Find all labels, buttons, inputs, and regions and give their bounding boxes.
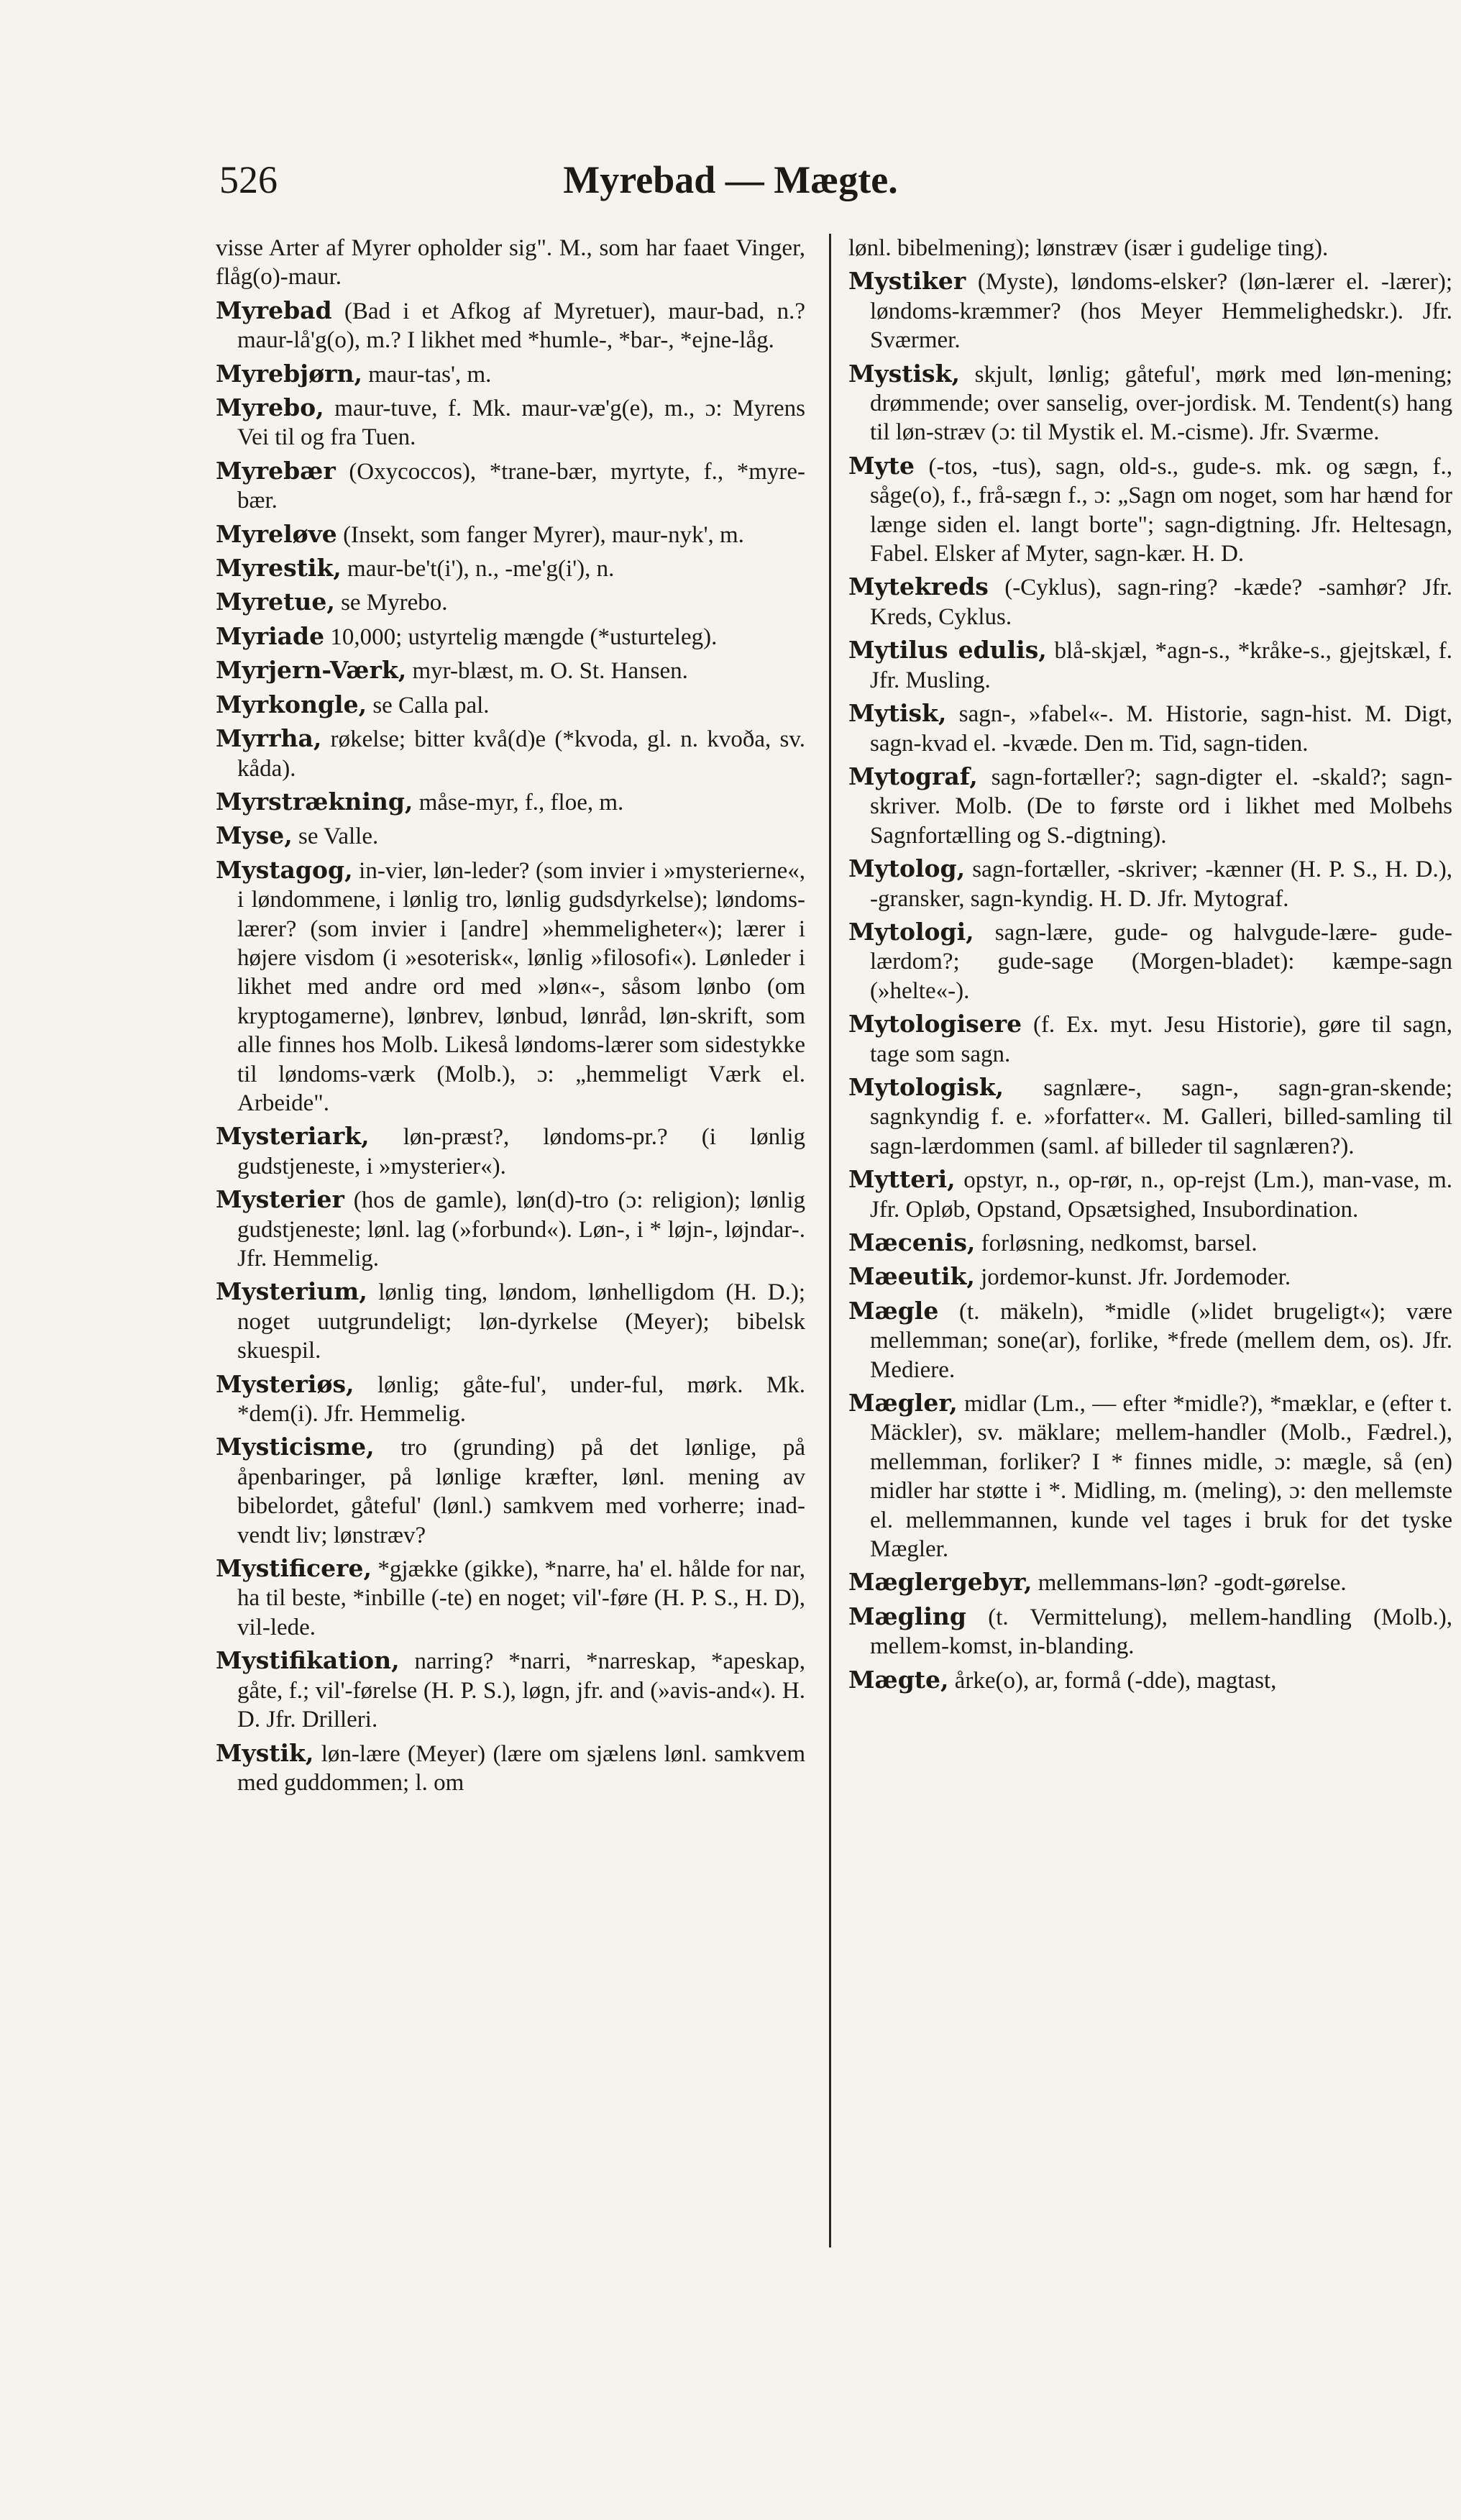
dictionary-entry xyxy=(216,821,805,851)
entry-headword: Mytologi, xyxy=(848,917,974,946)
entry-definition: lønl. bibelmening); lønstræv (især i gudelige ting). xyxy=(848,235,1329,261)
dictionary-entry xyxy=(848,1165,1452,1224)
entry-headword: Mystiker xyxy=(848,267,966,296)
entry-definition: (-Cyklus), sagn-ring? -kæde? -samhør? Jfr. Kreds, Cyklus. xyxy=(870,575,1452,630)
dictionary-entry xyxy=(216,234,805,292)
entry-definition: se Valle. xyxy=(298,823,379,850)
dictionary-entry xyxy=(216,360,805,389)
dictionary-entry xyxy=(216,1277,805,1365)
dictionary-entry xyxy=(216,656,805,685)
running-head: Myrebad — Mægte. xyxy=(563,158,898,201)
entry-headword: Mystifikation, xyxy=(216,1646,400,1675)
column-divider xyxy=(829,234,831,2247)
dictionary-entry xyxy=(848,1297,1452,1384)
entry-definition: løn-lære (Meyer) (lære om sjælens lønl. samkvem med guddommen; l. om xyxy=(237,1740,805,1796)
entry-definition: se Myrebo. xyxy=(341,590,448,616)
entry-headword: Mæcenis, xyxy=(848,1228,976,1256)
entry-headword: Mæeutik, xyxy=(848,1262,975,1291)
right-column xyxy=(848,234,1452,1699)
entry-headword: Myrebjørn, xyxy=(216,359,362,388)
entry-definition: (hos de gamle), løn(d)-tro (ɔ: religion); lønlig gudstjeneste; lønl. lag (»forbund«). Løn-, i * løjn-, løjndar-. Jfr. Hemmelig. xyxy=(237,1187,805,1272)
entry-headword: Myriade xyxy=(216,621,325,650)
entry-definition: sagn-lære, gude- og halvgude-lære- gude-lærdom?; gude-sage (Morgen-bladet): kæmpe-sagn (»helte«-). xyxy=(870,919,1452,1004)
dictionary-entry xyxy=(216,457,805,516)
entry-headword: Mytekreds xyxy=(848,572,989,601)
entry-headword: Mysteriark, xyxy=(216,1122,370,1151)
entry-definition: (Insekt, som fanger Myrer), maur-nyk', m. xyxy=(343,521,744,548)
dictionary-entry xyxy=(848,1389,1452,1563)
entry-definition: sagn-, »fabel«-. M. Historie, sagn-hist. M. Digt, sagn-kvad el. -kvæde. Den m. Tid, sagn-tiden. xyxy=(870,701,1452,757)
entry-headword: Mytolog, xyxy=(848,854,966,883)
entry-headword: Myrebær xyxy=(216,456,336,485)
entry-definition: (Bad i et Afkog af Myretuer), maur-bad, n.? maur-lå'g(o), m.? I likhet med *humle-, *bar-, *ejne-låg. xyxy=(237,298,806,354)
entry-headword: Mysticisme, xyxy=(216,1433,375,1461)
dictionary-entry xyxy=(216,856,805,1118)
entry-headword: Mytteri, xyxy=(848,1165,956,1194)
entry-definition: visse Arter af Myrer opholder sig". M., som har faaet Vinger, flåg(o)-maur. xyxy=(216,235,805,291)
dictionary-entry xyxy=(216,296,805,355)
entry-definition: 10,000; ustyrtelig mængde (*usturteleg). xyxy=(330,624,718,650)
entry-headword: Myrjern-Værk, xyxy=(216,656,407,685)
entry-headword: Mægte, xyxy=(848,1665,949,1694)
entry-definition: blå-skjæl, *agn-s., *kråke-s., gjejtskæl, f. Jfr. Musling. xyxy=(870,638,1452,693)
entry-definition: myr-blæst, m. O. St. Hansen. xyxy=(412,658,688,685)
dictionary-entry xyxy=(216,1739,805,1798)
dictionary-entry xyxy=(848,1602,1452,1661)
entry-definition: narring? *narri, *narreskap, *apeskap, gåte, f.; vil'-førelse (H. P. S.), løgn, jfr. and (»avis-and«). H. D. Jfr. Drilleri. xyxy=(237,1648,806,1733)
entry-definition: løn-præst?, løndoms-pr.? (i lønlig gudstjeneste, i »mysterier«). xyxy=(237,1124,806,1179)
entry-headword: Mysterium, xyxy=(216,1277,367,1306)
dictionary-entry xyxy=(848,360,1452,447)
entry-headword: Mægling xyxy=(848,1602,966,1630)
dictionary-entry xyxy=(216,1646,805,1734)
dictionary-entry xyxy=(848,636,1452,695)
dictionary-entry xyxy=(216,588,805,617)
dictionary-entry xyxy=(216,520,805,549)
dictionary-entry xyxy=(848,918,1452,1005)
entry-definition: forløsning, nedkomst, barsel. xyxy=(981,1231,1258,1256)
dictionary-entry xyxy=(848,854,1452,913)
entry-headword: Mystificere, xyxy=(216,1554,372,1583)
dictionary-entry xyxy=(848,1568,1452,1597)
dictionary-entry xyxy=(216,622,805,652)
entry-definition: røkelse; bitter kvå(d)e (*kvoda, gl. n. kvoða, sv. kåda). xyxy=(237,726,805,782)
entry-headword: Myrebo, xyxy=(216,393,324,422)
dictionary-entry xyxy=(848,267,1452,355)
entry-definition: (f. Ex. myt. Jesu Historie), gøre til sagn, tage som sagn. xyxy=(870,1012,1452,1067)
entry-headword: Mytograf, xyxy=(848,762,978,790)
dictionary-entry xyxy=(848,1073,1452,1161)
entry-headword: Mægle xyxy=(848,1296,939,1325)
entry-definition: *gjække (gikke), *narre, ha' el. hålde for nar, ha til beste, *inbille (-te) en noget; vil'-føre (H. P. S., H. D), vil-lede. xyxy=(237,1556,806,1640)
entry-headword: Mægler, xyxy=(848,1389,958,1418)
entry-definition: sagnlære-, sagn-, sagn-gran-skende; sagnkyndig f. e. »forfatter«. M. Galleri, billed-samling til sagn-lærdommen (saml. af billeder til sagnlæren?). xyxy=(870,1074,1452,1159)
dictionary-entry xyxy=(848,1262,1452,1292)
dictionary-entry xyxy=(848,234,1452,262)
entry-definition: (t. Vermittelung), mellem-handling (Molb.), mellem-komst, in-blanding. xyxy=(870,1604,1452,1660)
entry-headword: Myrrha, xyxy=(216,724,322,753)
entry-headword: Mytisk, xyxy=(848,699,947,728)
dictionary-entry xyxy=(848,699,1452,758)
entry-headword: Myreløve xyxy=(216,519,337,548)
entry-headword: Myrstrækning, xyxy=(216,787,413,816)
entry-definition: maur-tuve, f. Mk. maur-væ'g(e), m., ɔ: Myrens Vei til og fra Tuen. xyxy=(237,396,805,451)
entry-definition: sagn-fortæller?; sagn-digter el. -skald?; sagn-skriver. Molb. (De to første ord i likhet med Molbehs Sagnfortælling og S.-digtning). xyxy=(870,764,1452,849)
entry-definition: årke(o), ar, formå (-dde), magtast, xyxy=(954,1667,1277,1694)
dictionary-entry xyxy=(848,1228,1452,1258)
dictionary-entry xyxy=(848,1010,1452,1069)
entry-headword: Mæglergebyr, xyxy=(848,1568,1032,1597)
page-number: 526 xyxy=(219,158,278,201)
entry-definition: se Calla pal. xyxy=(372,692,490,718)
entry-definition: (t. mäkeln), *midle (»lidet brugeligt«); være mellemman; sone(ar), forlike, *frede (mellem dem, os). Jfr. Mediere. xyxy=(870,1298,1452,1383)
entry-headword: Mysterier xyxy=(216,1185,344,1214)
entry-definition: skjult, lønlig; gåteful', mørk med løn-mening; drømmende; over sanselig, over-jordisk. M. Tendent(s) hang til løn-stræv (ɔ: til Mystik el. M.-cisme). Jfr. Sværme. xyxy=(870,361,1452,446)
entry-headword: Myretue, xyxy=(216,588,335,616)
page-header xyxy=(0,151,1461,216)
entry-definition: maur-be't(i'), n., -me'g(i'), n. xyxy=(347,556,615,583)
entry-definition: (-tos, -tus), sagn, old-s., gude-s. mk. og sægn, f., såge(o), f., frå-sægn f., ɔ: „Sagn om noget, som har hænd for længe siden el. langt borte"; sagn-digtning. Jfr. Heltesagn, Fabel. Elsker af Myter, sagn-kær. H. D. xyxy=(870,453,1452,567)
entry-definition: måse-myr, f., floe, m. xyxy=(418,789,624,816)
entry-definition: (Myste), løndoms-elsker? (løn-lærer el. -lærer); løndoms-kræmmer? (hos Meyer Hemmelighedskr.). Jfr. Sværmer. xyxy=(870,269,1452,354)
dictionary-entry xyxy=(216,1433,805,1550)
dictionary-entry xyxy=(848,572,1452,631)
dictionary-entry xyxy=(216,788,805,817)
dictionary-entry xyxy=(216,724,805,783)
entry-headword: Myse, xyxy=(216,821,293,850)
entry-definition: in-vier, løn-leder? (som invier i »mysterierne«, i løndommene, i lønlig tro, lønlig gudsdyrkelse); løndoms-lærer? (som invier i [andre] »hemmeligheter«); lærer i højere visdom (i »esoterisk«, lønlig »filosofi«). Lønleder i likhet med andre ord med »løn«-, såsom lønbo (om kryptogamerne), lønbrev, lønbud, lønråd, løn-skrift, som alle finnes hos Molb. Likeså løndoms-lærer som sidestykke til løndoms-værk (Molb.), ɔ: „hemmeligt Værk el. Arbeide". xyxy=(237,857,805,1116)
entry-definition: (Oxycoccos), *trane-bær, myrtyte, f., *myre-bær. xyxy=(237,458,806,514)
entry-headword: Myte xyxy=(848,451,915,480)
dictionary-entry xyxy=(216,554,805,583)
dictionary-entry xyxy=(216,1370,805,1429)
entry-definition: maur-tas', m. xyxy=(368,361,492,388)
entry-headword: Mystisk, xyxy=(848,359,960,388)
dictionary-entry xyxy=(216,1122,805,1181)
entry-definition: opstyr, n., op-rør, n., op-rejst (Lm.), man-vase, m. Jfr. Opløb, Opstand, Opsætsighed, Insubordination. xyxy=(870,1167,1452,1223)
entry-definition: lønlig ting, løndom, lønhelligdom (H. D.); noget uutgrundeligt; løn-dyrkelse (Meyer); bibelsk skuespil. xyxy=(237,1279,806,1364)
entry-headword: Myrkongle, xyxy=(216,690,367,718)
dictionary-entry xyxy=(848,452,1452,569)
entry-headword: Myrebad xyxy=(216,296,332,324)
entry-definition: sagn-fortæller, -skriver; -kænner (H. P. S., H. D.), -gransker, sagn-kyndig. H. D. Jfr. Mytograf. xyxy=(870,857,1452,912)
dictionary-entry xyxy=(216,393,805,452)
dictionary-entry xyxy=(848,1666,1452,1695)
entry-headword: Mystagog, xyxy=(216,855,353,884)
left-column xyxy=(216,234,805,1802)
entry-headword: Mystik, xyxy=(216,1738,314,1767)
dictionary-entry xyxy=(216,1185,805,1273)
entry-definition: lønlig; gåte-ful', under-ful, mørk. Mk. *dem(i). Jfr. Hemmelig. xyxy=(237,1371,805,1428)
entry-headword: Myrestik, xyxy=(216,554,342,583)
entry-definition: mellemmans-løn? -godt-gørelse. xyxy=(1038,1570,1347,1597)
dictionary-entry xyxy=(216,690,805,720)
entry-definition: midlar (Lm., — efter *midle?), *mæklar, e (efter t. Mäckler), sv. mäklare; mellem-handler (Molb., Fædrel.), mellemman, forliker? I * finnes midle, ɔ: mægle, så (en) midler har støtte i *. Midling, m. (meling), ɔ: den mellemste el. mellemmannen, kunde vel tages i bruk for det tyske Mægler. xyxy=(870,1391,1452,1563)
dictionary-entry xyxy=(216,1554,805,1642)
entry-definition: jordemor-kunst. Jfr. Jordemoder. xyxy=(981,1264,1291,1291)
entry-headword: Mytilus edulis, xyxy=(848,636,1047,665)
entry-headword: Mytologisere xyxy=(848,1010,1022,1038)
dictionary-entry xyxy=(848,762,1452,850)
entry-headword: Mytologisk, xyxy=(848,1072,1004,1101)
entry-headword: Mysteriøs, xyxy=(216,1369,354,1398)
entry-definition: tro (grunding) på det lønlige, på åpenbaringer, på lønlige kræfter, lønl. mening av bibelordet, gåteful' (lønl.) samkvem med vorherre; inad-vendt liv; lønstræv? xyxy=(237,1435,806,1548)
